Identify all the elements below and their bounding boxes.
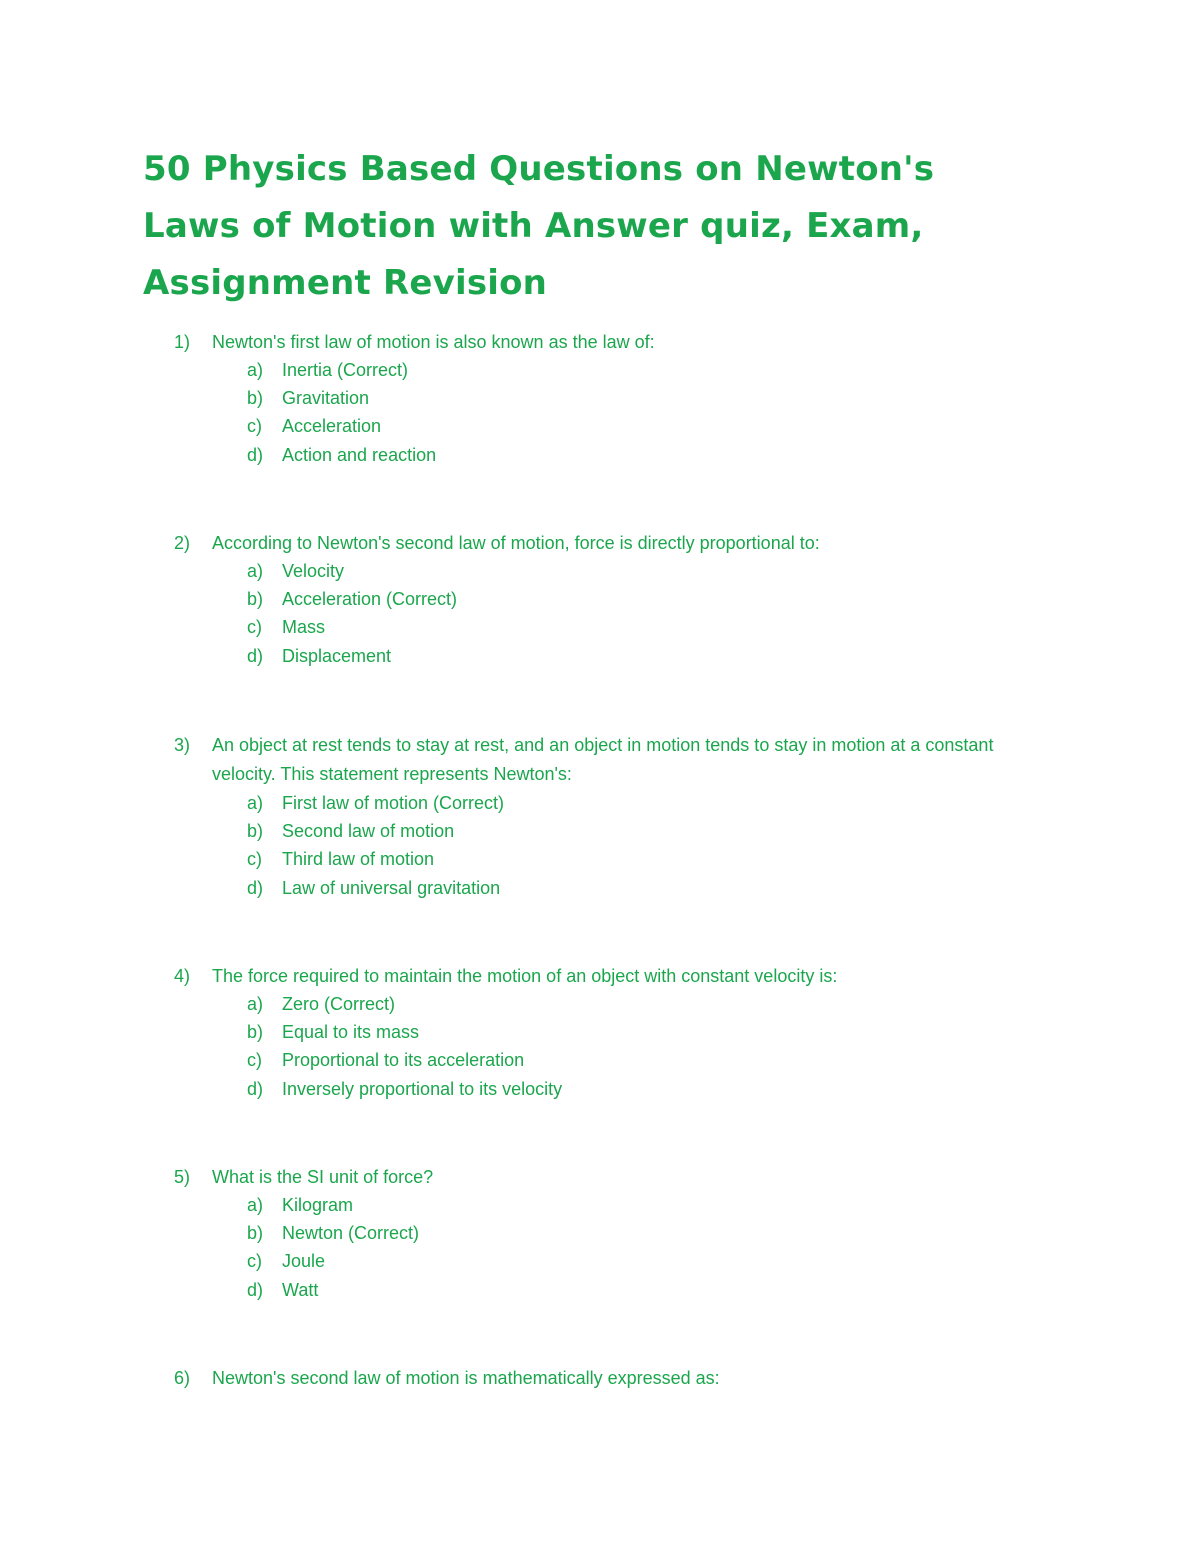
option-text: Inertia (Correct) [282, 360, 409, 380]
question-1 [0, 328, 1200, 469]
option-c [0, 412, 1200, 440]
question-number: 2) [174, 533, 191, 553]
question-number: 6) [174, 1368, 191, 1388]
option-text: Acceleration [282, 416, 382, 437]
option-text: Displacement [282, 645, 392, 666]
option-c [0, 613, 1200, 641]
option-a [0, 990, 1200, 1018]
option-a [0, 356, 1200, 384]
option-letter: d) [247, 1279, 264, 1300]
option-letter: a) [247, 360, 264, 380]
option-d [0, 1075, 1200, 1103]
question-text: Newton's second law of motion is mathematically expressed as: [212, 1368, 720, 1388]
option-b [0, 1219, 1200, 1247]
option-c [0, 845, 1200, 873]
question-3 [0, 731, 1200, 902]
option-letter: c) [247, 617, 262, 638]
question-5 [0, 1163, 1200, 1304]
option-letter: d) [247, 444, 264, 465]
option-a [0, 557, 1200, 585]
question-text: An object at rest tends to stay at rest, and an object in motion tends to stay in motion at a constant velocity. This statement represents Newton's: [212, 735, 994, 784]
option-letter: b) [247, 821, 264, 842]
option-text: Proportional to its acceleration [282, 1050, 525, 1071]
question-6 [0, 1364, 1200, 1392]
option-b [0, 817, 1200, 845]
option-letter: a) [247, 1195, 264, 1215]
option-letter: a) [247, 994, 264, 1014]
option-letter: c) [247, 1050, 262, 1071]
question-2 [0, 529, 1200, 670]
option-letter: b) [247, 388, 264, 409]
option-letter: b) [247, 1022, 264, 1043]
option-text: Watt [282, 1279, 319, 1300]
option-letter: b) [247, 1223, 264, 1244]
option-d [0, 1276, 1200, 1304]
option-letter: d) [247, 645, 264, 666]
option-letter: a) [247, 561, 264, 581]
option-text: Gravitation [282, 388, 370, 409]
option-letter: c) [247, 416, 262, 437]
option-b [0, 384, 1200, 412]
question-number: 3) [174, 735, 191, 755]
option-text: Action and reaction [282, 444, 437, 465]
option-text: Equal to its mass [282, 1022, 420, 1043]
option-text: Inversely proportional to its velocity [282, 1078, 563, 1099]
option-text: Mass [282, 617, 326, 638]
option-d [0, 642, 1200, 670]
option-text: Acceleration (Correct) [282, 589, 458, 610]
option-d [0, 441, 1200, 469]
option-list [0, 356, 1200, 469]
option-list [0, 789, 1200, 902]
option-list [0, 557, 1200, 670]
option-c [0, 1046, 1200, 1074]
option-letter: c) [247, 1251, 262, 1272]
option-letter: a) [247, 793, 264, 813]
option-text: First law of motion (Correct) [282, 793, 505, 813]
option-a [0, 789, 1200, 817]
option-letter: d) [247, 1078, 264, 1099]
question-text: According to Newton's second law of motion, force is directly proportional to: [212, 533, 820, 553]
option-text: Kilogram [282, 1195, 354, 1215]
option-c [0, 1247, 1200, 1275]
document-title: 50 Physics Based Questions on Newton's Laws of Motion with Answer quiz, Exam, Assignment Revision [143, 149, 935, 303]
option-d [0, 874, 1200, 902]
option-text: Law of universal gravitation [282, 877, 501, 898]
option-text: Newton (Correct) [282, 1223, 420, 1244]
question-text: What is the SI unit of force? [212, 1167, 434, 1187]
option-text: Second law of motion [282, 821, 455, 842]
option-letter: d) [247, 877, 264, 898]
question-number: 1) [174, 332, 191, 352]
question-number: 4) [174, 966, 191, 986]
option-b [0, 1018, 1200, 1046]
question-text: Newton's first law of motion is also known as the law of: [212, 332, 655, 352]
question-4 [0, 962, 1200, 1103]
option-list [0, 1191, 1200, 1304]
option-letter: b) [247, 589, 264, 610]
option-b [0, 585, 1200, 613]
option-text: Zero (Correct) [282, 994, 396, 1014]
question-text: The force required to maintain the motion of an object with constant velocity is: [212, 966, 838, 986]
option-text: Joule [282, 1251, 326, 1272]
option-text: Velocity [282, 561, 345, 581]
option-a [0, 1191, 1200, 1219]
option-list [0, 990, 1200, 1103]
option-letter: c) [247, 849, 262, 870]
option-text: Third law of motion [282, 849, 435, 870]
question-number: 5) [174, 1167, 191, 1187]
